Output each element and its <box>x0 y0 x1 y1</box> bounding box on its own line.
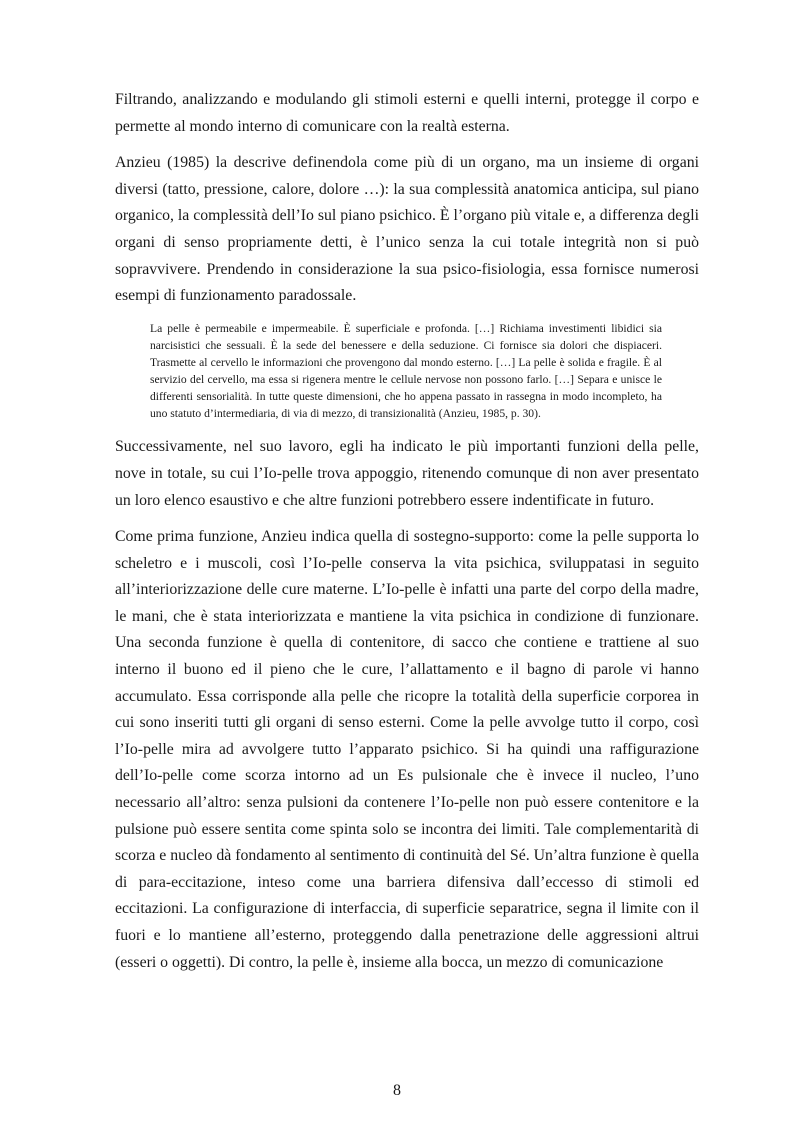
paragraph-functions-detail: Come prima funzione, Anzieu indica quella di sostegno-supporto: come la pelle supporta lo scheletro e i muscoli, così l’Io-pelle conserva la vita psichica, sviluppatasi in seguito all’interiorizzazione delle cure materne. L’Io-pelle è infatti una parte del corpo della madre, le mani, che è stata interiorizzata e mantiene la vita psichica in condizione di funzionare. Una seconda funzione è quella di contenitore, di sacco che contiene e trattiene al suo interno il buono ed il pieno che le cure, l’allattamento e il bagno di parole vi hanno accumulato. Essa corrisponde alla pelle che ricopre la totalità della superficie corporea in cui sono inseriti tutti gli organi di senso esterni. Come la pelle avvolge tutto il corpo, così l’Io-pelle mira ad avvolgere tutto l’apparato psichico. Si ha quindi una raffigurazione dell’Io-pelle come scorza intorno ad un Es pulsionale che è invece il nucleo, l’uno necessario all’altro: senza pulsioni da contenere l’Io-pelle non può essere contenitore e la pulsione può essere sentita come spinta solo se incontra dei limiti. Tale complementarità di scorza e nucleo dà fondamento al sentimento di continuità del Sé. Un’altra funzione è quella di para-eccitazione, inteso come una barriera difensiva dall’eccesso di stimoli ed eccitazioni. La configurazione di interfaccia, di superficie separatrice, segna il limite con il fuori e lo mantiene all’esterno, proteggendo dalla penetrazione delle aggressioni altrui (esseri o oggetti). Di contro, la pelle è, insieme alla bocca, un mezzo di comunicazione <box>115 528 699 971</box>
paragraph-functions-overview: Successivamente, nel suo lavoro, egli ha indicato le più importanti funzioni della pelle, nove in totale, su cui l’Io-pelle trova appoggio, ritenendo comunque di non aver presentato un loro elenco esaustivo e che altre funzioni potrebbero essere indentificate in futuro. <box>115 438 699 509</box>
page-number: 8 <box>393 1082 401 1099</box>
block-quote: La pelle è permeabile e impermeabile. È superficiale e profonda. […] Richiama investimenti libidici sia narcisistici che sessuali. È la sede del benessere e della seduzione. Ci fornisce sia dolori che dispiaceri. Trasmette al cervello le informazioni che provengono dal mondo esterno. […] La pelle è solida e fragile. È al servizio del cervello, ma essa si rigenera mentre le cellule nervose non possono farlo. […] Separa e unisce le differenti sensorialità. In tutte queste dimensioni, che ho appena passato in rassegna in modo incompleto, ha uno statuto d’intermediaria, di via di mezzo, di transizionalità (Anzieu, 1985, p. 30). <box>150 321 662 421</box>
paragraph-anzieu-description: Anzieu (1985) la descrive definendola come più di un organo, ma un insieme di organi diversi (tatto, pressione, calore, dolore …): la sua complessità anatomica anticipa, sul piano organico, la complessità dell’Io sul piano psichico. È l’organo più vitale e, a differenza degli organi di senso propriamente detti, è l’unico senza la cui totale integrità non si può sopravvivere. Prendendo in considerazione la sua psico-fisiologia, essa fornisce numerosi esempi di funzionamento paradossale. <box>115 154 699 305</box>
body-text <box>115 87 699 986</box>
paragraph-intro: Filtrando, analizzando e modulando gli stimoli esterni e quelli interni, protegge il corpo e permette al mondo interno di comunicare con la realtà esterna. <box>115 91 699 135</box>
